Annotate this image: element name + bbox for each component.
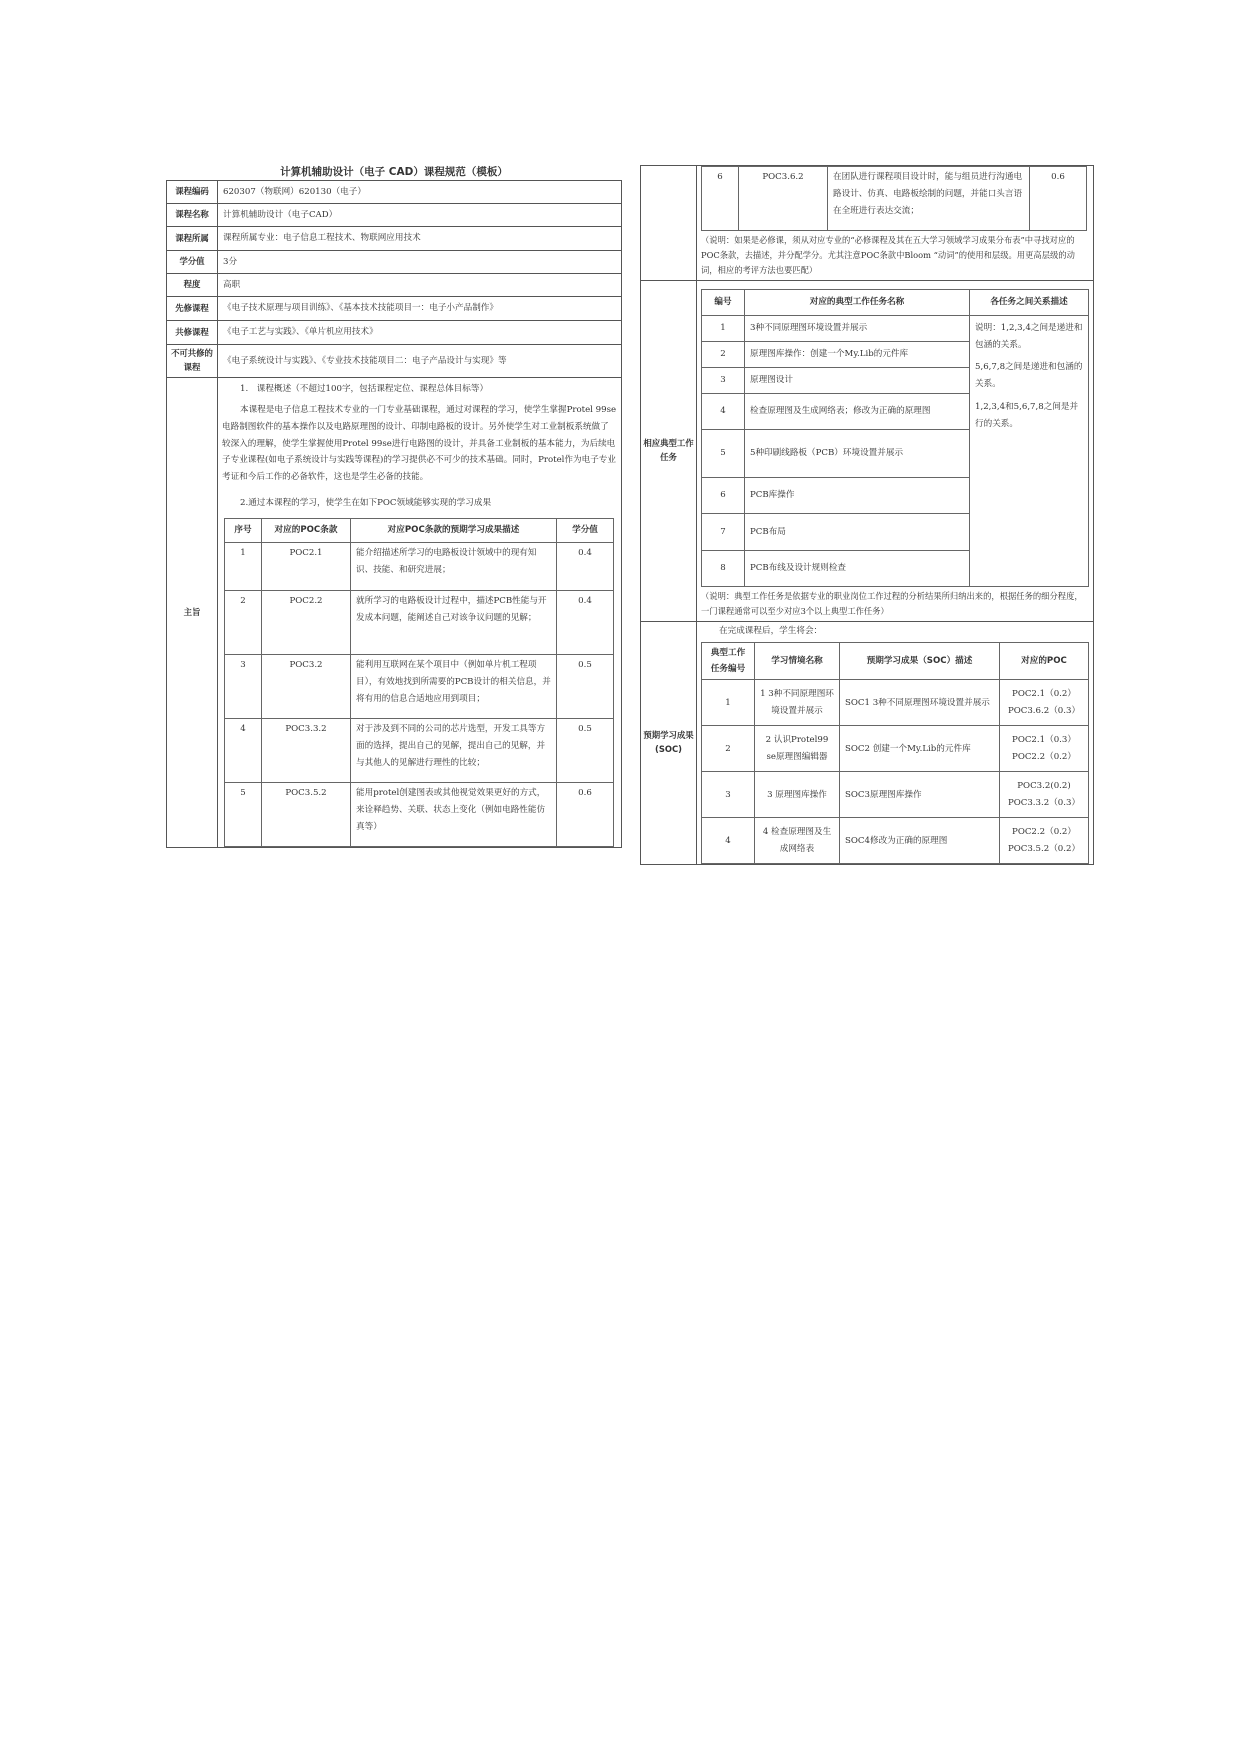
task-name: 5种印刷线路板（PCB）环境设置并展示 [745,429,970,477]
poc-continuation-cell [697,166,1094,281]
poc-code: POC3.6.2 [739,167,828,231]
poc-no: 5 [225,783,262,847]
soc-desc: SOC3原理图库操作 [840,772,1000,818]
table-row [225,655,614,719]
tasks-header-name: 对应的典型工作任务名称 [745,289,970,315]
task-name: 检查原理图及生成网络表；修改为正确的原理图 [745,393,970,429]
soc-table [701,642,1089,865]
main-purpose-cell [218,378,622,848]
value-credit: 3分 [218,251,622,274]
tasks-header-no: 编号 [702,289,745,315]
poc-header-poc: 对应的POC条款 [262,519,351,543]
outcomes-heading: 2.通过本课程的学习，使学生在如下POC领域能够实现的学习成果 [240,497,492,508]
soc-scene: 2 认识Protel99 se原理图编辑器 [755,726,840,772]
task-no: 1 [702,315,745,341]
soc-poc: POC2.1（0.2） POC3.6.2（0.3） [1000,680,1089,726]
task-no: 7 [702,513,745,550]
poc-code: POC2.2 [262,591,351,655]
tasks-cell [697,280,1094,621]
soc-no: 4 [702,818,755,864]
label-credit: 学分值 [167,251,218,274]
poc-code: POC3.5.2 [262,783,351,847]
soc-desc: SOC2 创建一个My.Lib的元件库 [840,726,1000,772]
table-row [225,719,614,783]
relation-text: 5,6,7,8之间是递进和包涵的关系。 [975,362,1083,390]
soc-desc: SOC4修改为正确的原理图 [840,818,1000,864]
soc-header-poc: 对应的POC [1000,642,1089,680]
task-no: 6 [702,477,745,513]
table-row [702,167,1087,231]
soc-scene: 3 原理图库操作 [755,772,840,818]
label-main-purpose: 主旨 [167,378,218,848]
soc-header-scene: 学习情境名称 [755,642,840,680]
value-course-code: 620307（物联网）620130（电子） [218,181,622,204]
poc-desc: 在团队进行课程项目设计时，能与组员进行沟通电路设计、仿真、电路板绘制的问题，并能口头言语在全班进行表达交流； [828,167,1030,231]
soc-cell [697,621,1094,865]
soc-no: 1 [702,680,755,726]
table-row [225,591,614,655]
overview-heading: 1. 课程概述（不超过100字，包括课程定位、课程总体目标等） [240,384,489,394]
poc-no: 2 [225,591,262,655]
poc-credit: 0.4 [557,591,614,655]
tasks-relations [970,315,1089,586]
label-course-code: 课程编码 [167,181,218,204]
poc-header-no: 序号 [225,519,262,543]
tasks-table [701,289,1089,587]
tasks-header-relation: 各任务之间关系描述 [970,289,1089,315]
course-spec-table-right [640,165,1094,865]
task-name: PCB布局 [745,513,970,550]
value-prerequisite: 《电子技术原理与项目训练》、《基本技术技能项目一：电子小产品制作》 [218,297,622,321]
label-exclusive: 不可共修的课程 [167,345,218,378]
table-row [702,726,1089,772]
table-row [225,783,614,847]
value-corequisite: 《电子工艺与实践》、《单片机应用技术》 [218,321,622,345]
poc-header-credit: 学分值 [557,519,614,543]
soc-header-desc: 预期学习成果（SOC）描述 [840,642,1000,680]
tasks-note: （说明：典型工作任务是依据专业的职业岗位工作过程的分析结果所归纳出来的，根据任务的细分程度，一门课程通常可以至少对应3个以上典型工作任务） [701,590,1083,616]
relation-text: 说明：1,2,3,4之间是递进和包涵的关系。 [975,322,1083,350]
poc-header-desc: 对应POC条款的预期学习成果描述 [351,519,557,543]
overview-text: 本课程是电子信息工程技术专业的一门专业基础课程，通过对课程的学习，使学生掌握Protel 99se电路制图软件的基本操作以及电路原理图的设计、印制电路板的设计。另外使学生对工业制板系统做了较深入的理解，使学生掌握使用Protel 99se进行电路图的设计，并具备工业制板的基本能力，为后续电子专业课程(如电子系统设计与实践等课程)的学习提供必不可少的技术基础。同时，Protel作为电子专业考证和今后工作的必备软件，这也是学生必备的技能。 [222,405,617,483]
soc-poc: POC2.2（0.2） POC3.5.2（0.2） [1000,818,1089,864]
soc-no: 2 [702,726,755,772]
table-row [702,772,1089,818]
poc-table [224,518,614,847]
task-name: 3种不同原理图环境设置并展示 [745,315,970,341]
poc-code: POC3.2 [262,655,351,719]
task-no: 8 [702,550,745,586]
task-name: PCB布线及设计规则检查 [745,550,970,586]
poc-desc: 能利用互联网在某个项目中（例如单片机工程项目），有效地找到所需要的PCB设计的相关信息，并将有用的信息合适地应用到项目； [351,655,557,719]
table-row [225,543,614,591]
poc-no: 6 [702,167,739,231]
poc-desc: 能用protel创建图表或其他视觉效果更好的方式，来诠释趋势、关联、状态上变化（例如电路性能仿真等） [351,783,557,847]
soc-poc: POC3.2(0.2) POC3.3.2（0.3） [1000,772,1089,818]
label-typical-tasks: 相应典型工作任务 [641,280,697,621]
label-course-name: 课程名称 [167,204,218,227]
label-soc: 预期学习成果(SOC) [641,621,697,865]
task-name: PCB库操作 [745,477,970,513]
poc-credit: 0.4 [557,543,614,591]
table-row [702,315,1089,341]
value-level: 高职 [218,274,622,297]
poc-no: 1 [225,543,262,591]
task-no: 3 [702,367,745,393]
poc-note: （说明：如果是必修课，须从对应专业的“必修课程及其在五大学习领域学习成果分布表”中寻找对应的POC条款，去描述，并分配学分。尤其注意POC条款中Bloom “动词”的使用和层级。用更高层级的动词，相应的考评方法也要匹配） [701,235,1075,275]
task-name: 原理图库操作：创建一个My.Lib的元件库 [745,341,970,367]
poc-desc: 对于涉及到不同的公司的芯片选型，开发工具等方面的选择，提出自己的见解，提出自己的见解，并与其他人的见解进行理性的比较； [351,719,557,783]
task-no: 2 [702,341,745,367]
table-row [702,680,1089,726]
course-spec-table-left [166,180,622,848]
soc-no: 3 [702,772,755,818]
poc-no: 4 [225,719,262,783]
table-row [702,818,1089,864]
poc-desc: 能介绍描述所学习的电路板设计领域中的现有知识、技能、和研究进展； [351,543,557,591]
soc-desc: SOC1 3种不同原理图环境设置并展示 [840,680,1000,726]
poc-no: 3 [225,655,262,719]
poc-desc: 就所学习的电路板设计过程中，描述PCB性能与开发成本问题，能阐述自己对该争议问题的见解； [351,591,557,655]
soc-intro: 在完成课程后，学生将会： [719,625,823,636]
task-no: 5 [702,429,745,477]
poc-credit: 0.6 [557,783,614,847]
label-level: 程度 [167,274,218,297]
soc-poc: POC2.1（0.3） POC2.2（0.2） [1000,726,1089,772]
poc-credit: 0.5 [557,719,614,783]
poc-table-continued [701,166,1087,231]
task-name: 原理图设计 [745,367,970,393]
value-course-belongs: 课程所属专业：电子信息工程技术、物联网应用技术 [218,227,622,251]
label-course-belongs: 课程所属 [167,227,218,251]
poc-credit: 0.6 [1030,167,1087,231]
soc-scene: 4 检查原理图及生成网络表 [755,818,840,864]
poc-code: POC3.3.2 [262,719,351,783]
document-title: 计算机辅助设计（电子 CAD）课程规范（模板） [280,166,508,178]
label-empty [641,166,697,281]
poc-code: POC2.1 [262,543,351,591]
value-exclusive: 《电子系统设计与实践》、《专业技术技能项目二：电子产品设计与实现》等 [218,345,622,378]
soc-header-no: 典型工作任务编号 [702,642,755,680]
label-prerequisite: 先修课程 [167,297,218,321]
poc-credit: 0.5 [557,655,614,719]
soc-scene: 1 3种不同原理图环境设置并展示 [755,680,840,726]
label-corequisite: 共修课程 [167,321,218,345]
value-course-name: 计算机辅助设计（电子CAD） [218,204,622,227]
task-no: 4 [702,393,745,429]
relation-text: 1,2,3,4和5,6,7,8之间是并行的关系。 [975,401,1079,429]
